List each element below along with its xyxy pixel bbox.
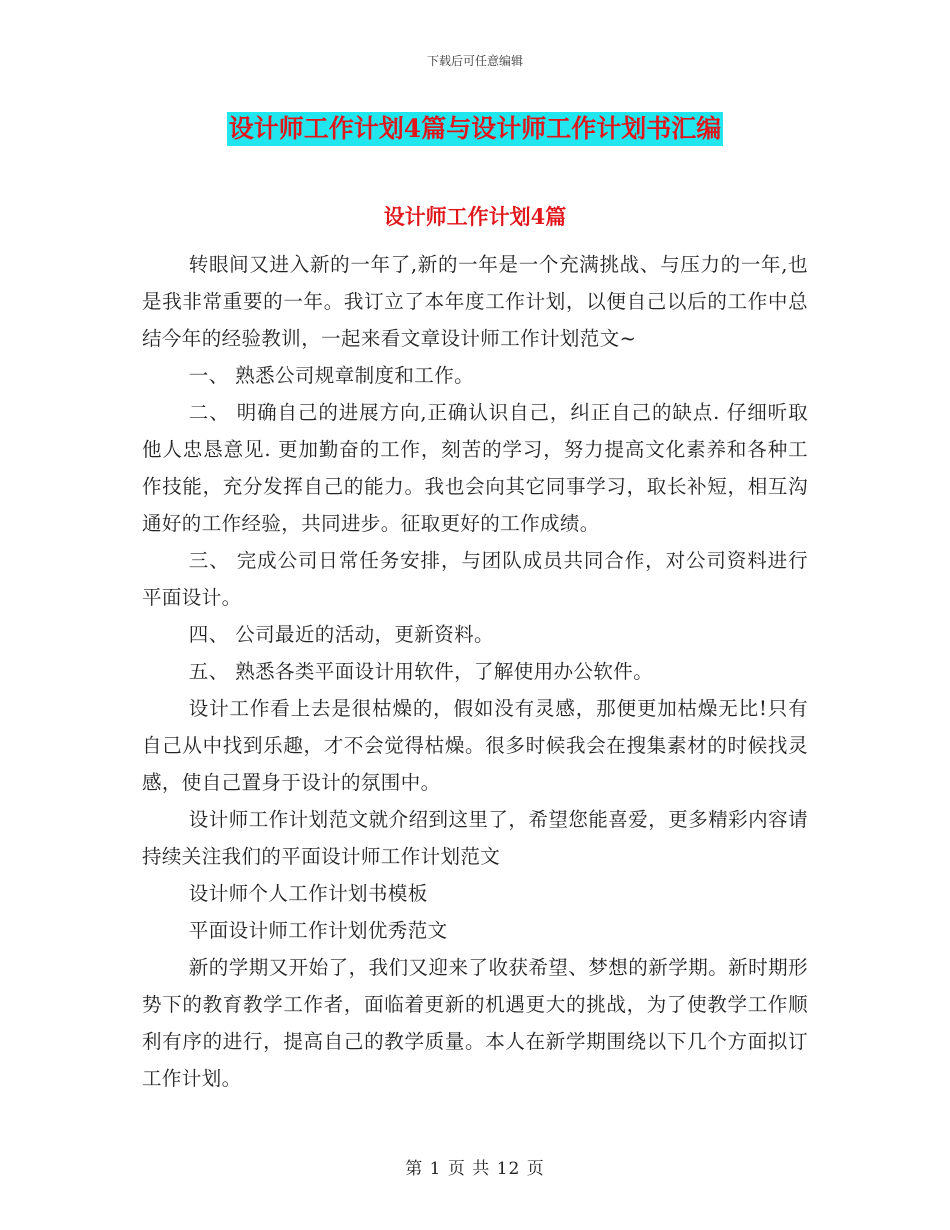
paragraph: 二、 明确自己的进展方向,正确认识自己，纠正自己的缺点. 仔细听取他人忠恳意见. 更加勤奋的工作，刻苦的学习，努力提高文化素养和各种工作技能，充分发挥自己的能力。我也会向其它同事学习，取长补短，相互沟通好的工作经验，共同进步。征取更好的工作成绩。: [142, 401, 808, 535]
paragraph: 新的学期又开始了，我们又迎来了收获希望、梦想的新学期。新时期形势下的教育教学工作者，面临着更新的机遇更大的挑战，为了使教学工作顺利有序的进行，提高自己的教学质量。本人在新学期围绕以下几个方面拟订工作计划。: [142, 956, 808, 1090]
section-title: 设计师工作计划4篇: [383, 204, 567, 229]
paragraph: 四、 公司最近的活动，更新资料。: [188, 623, 494, 646]
paragraph: 三、 完成公司日常任务安排，与团队成员共同合作，对公司资料进行平面设计。: [142, 549, 808, 609]
paragraph: 设计师个人工作计划书模板: [188, 882, 428, 905]
main-title: [0, 112, 950, 146]
paragraph: 设计工作看上去是很枯燥的，假如没有灵感，那便更加枯燥无比!只有自己从中找到乐趣，才不会觉得枯燥。很多时候我会在搜集素材的时候找灵感，使自己置身于设计的氛围中。: [142, 697, 808, 794]
paragraph: 转眼间又进入新的一年了,新的一年是一个充满挑战、与压力的一年,也是我非常重要的一年。我订立了本年度工作计划，以便自己以后的工作中总结今年的经验教训，一起来看文章设计师工作计划范文~: [142, 253, 808, 350]
paragraph: 一、 熟悉公司规章制度和工作。: [188, 364, 474, 387]
page-footer: 第 1 页 共 12 页: [405, 1159, 545, 1179]
paragraph: 平面设计师工作计划优秀范文: [188, 919, 448, 942]
main-title-text: 设计师工作计划4篇与设计师工作计划书汇编: [227, 112, 723, 146]
paragraph: 设计师工作计划范文就介绍到这里了，希望您能喜爱，更多精彩内容请持续关注我们的平面设计师工作计划范文: [142, 808, 808, 868]
paragraph: 五、 熟悉各类平面设计用软件，了解使用办公软件。: [188, 660, 654, 683]
header-note: 下载后可任意编辑: [426, 54, 523, 68]
body-text: [142, 246, 808, 1097]
